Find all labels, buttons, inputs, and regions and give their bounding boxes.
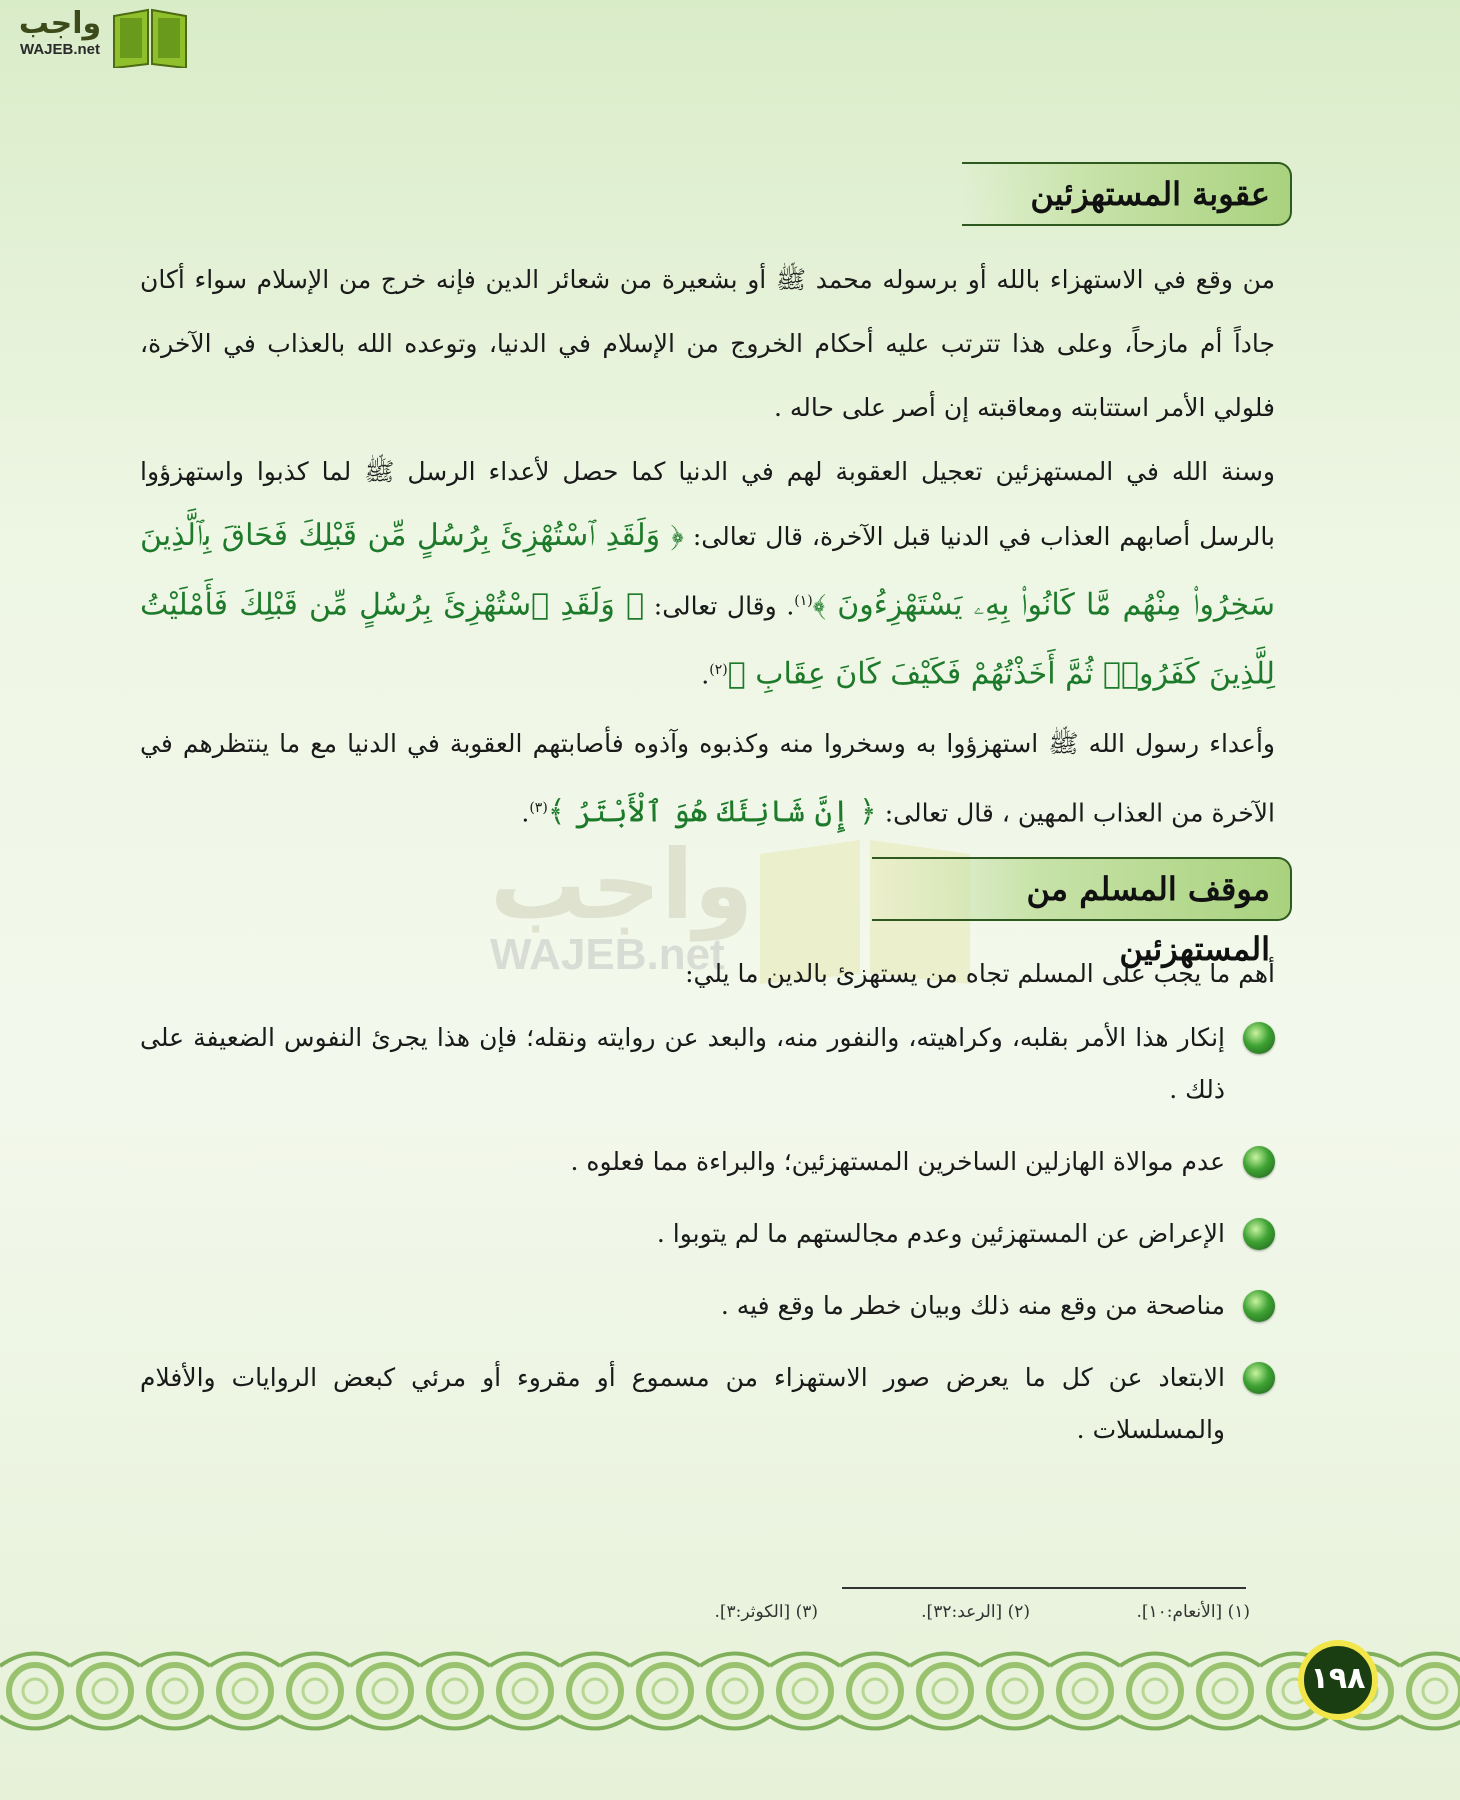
section-title-muslim-stance: موقف المسلم من المستهزئين xyxy=(872,857,1292,921)
footnote-ref-3[interactable]: (٣) xyxy=(529,800,548,816)
watermark-english: WAJEB.net xyxy=(490,930,725,979)
watermark-arabic: واجب xyxy=(490,829,754,941)
bullet-icon xyxy=(1243,1290,1275,1322)
section-title-punishment: عقوبة المستهزئين xyxy=(962,162,1292,226)
bullet-icon xyxy=(1243,1022,1275,1054)
list-item xyxy=(140,1208,1275,1260)
sunnah-intro: وسنة الله في المستهزئين تعجيل العقوبة لهم في الدنيا كما حصل لأعداء الرسل ﷺ لما كذبوا واستهزؤوا بالرسل أصابهم العذاب في الدنيا قبل الآخرة، قال تعالى: xyxy=(140,457,1276,551)
bullet-icon xyxy=(1243,1218,1275,1250)
decorative-border xyxy=(0,1636,1460,1746)
logo-english-text: WAJEB.net xyxy=(19,41,100,58)
quran-verse-anam: ﴿ وَلَقَدِ ٱسْتُهْزِئَ بِرُسُلٍ مِّن قَبْلِكَ فَحَاقَ بِٱلَّذِينَ سَخِرُوا۟ مِنْهُم مَّا كَانُوا۟ بِهِۦ يَسْتَهْزِءُونَ ﴾ xyxy=(140,518,1275,623)
sunnah-end: . xyxy=(701,660,710,690)
paragraph-duties-intro: أهم ما يجب على المسلم تجاه من يستهزئ بالدين ما يلي: xyxy=(685,959,1275,988)
logo-arabic-text: واجب xyxy=(18,6,102,41)
list-item-text: الإعراض عن المستهزئين وعدم مجالستهم ما لم يتوبوا . xyxy=(656,1219,1225,1248)
duties-list xyxy=(140,1012,1275,1476)
paragraph-sunnah xyxy=(140,440,1275,708)
list-item xyxy=(140,1012,1275,1116)
list-item-text: مناصحة من وقع منه ذلك وبيان خطر ما وقع فيه . xyxy=(720,1291,1225,1320)
book-icon xyxy=(110,6,190,68)
list-item xyxy=(140,1280,1275,1332)
list-item-text: الابتعاد عن كل ما يعرض صور الاستهزاء من مسموع أو مقروء أو مرئي كبعض الروايات والأفلام والمسلسلات . xyxy=(140,1363,1225,1444)
list-item-text: عدم موالاة الهازلين الساخرين المستهزئين؛ والبراءة مما فعلوه . xyxy=(570,1147,1225,1176)
footnotes xyxy=(680,1602,1250,1632)
bullet-icon xyxy=(1243,1362,1275,1394)
enemies-end: . xyxy=(521,798,530,828)
site-logo[interactable] xyxy=(10,6,190,68)
page-number: ١٩٨ xyxy=(1298,1640,1378,1720)
footnote-ref-1[interactable]: (١) xyxy=(794,593,813,609)
paragraph-ruling: من وقع في الاستهزاء بالله أو برسوله محمد ﷺ أو بشعيرة من شعائر الدين فإنه خرج من الإسلام سواء أكان جاداً أم مازحاً، وعلى هذا تترتب عليه أحكام الخروج من الإسلام في الدنيا، وتوعده الله بالعذاب في الآخرة، فلولي الأمر استتابته ومعاقبته إن أصر على حاله . xyxy=(140,265,1275,422)
quran-verse-rad: ﴿ وَلَقَدِ ٱسْتُهْزِئَ بِرُسُلٍ مِّن قَبْلِكَ فَأَمْلَيْتُ لِلَّذِينَ كَفَرُوا۟ ثُمَّ أَخَذْتُهُمْ فَكَيْفَ كَانَ عِقَابِ ﴾ xyxy=(140,587,1275,692)
footnote-divider xyxy=(842,1587,1246,1589)
quran-verse-kawthar: ﴿ إِنَّ شَانِئَكَ هُوَ ٱلْأَبْتَرُ ﴾ xyxy=(547,794,877,830)
paragraph-enemies xyxy=(140,712,1275,845)
footnote-2: (٢) [الرعد:٣٢]. xyxy=(921,1602,1030,1622)
list-item xyxy=(140,1352,1275,1456)
bullet-icon xyxy=(1243,1146,1275,1178)
footnote-ref-2[interactable]: (٢) xyxy=(709,662,728,679)
footnote-1: (١) [الأنعام:١٠]. xyxy=(1136,1602,1250,1622)
enemies-intro: وأعداء رسول الله ﷺ استهزؤوا به وسخروا منه وكذبوه وآذوه فأصابتهم العقوبة في الدنيا مع ما ينتظرهم في الآخرة من العذاب المهين ، قال تعالى: xyxy=(140,729,1275,828)
list-item-text: إنكار هذا الأمر بقلبه، وكراهيته، والنفور منه، والبعد عن روايته ونقله؛ فإن هذا يجرئ النفوس الضعيفة على ذلك . xyxy=(140,1023,1225,1104)
sunnah-mid: . وقال تعالى: xyxy=(653,591,795,621)
list-item xyxy=(140,1136,1275,1188)
footnote-3: (٣) [الكوثر:٣]. xyxy=(714,1602,818,1622)
